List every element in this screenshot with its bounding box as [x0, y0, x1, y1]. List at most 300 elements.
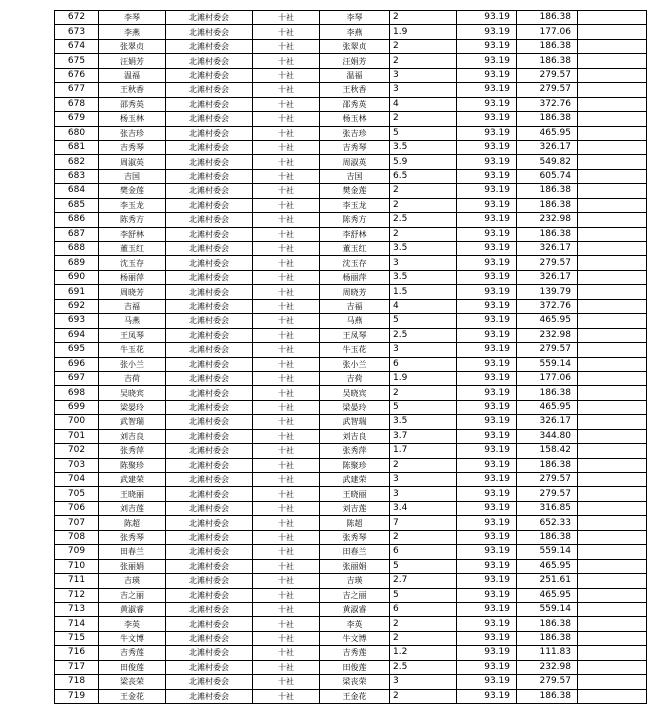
area-cell: 2 [390, 11, 457, 25]
amount-cell: 605.74 [517, 169, 578, 183]
table-row [55, 415, 647, 429]
table-row [55, 285, 647, 299]
group-cell: 十社 [253, 617, 320, 631]
remark-cell [578, 574, 647, 588]
village-committee-cell: 北滩村委会 [166, 270, 253, 284]
row-number-cell: 714 [55, 617, 99, 631]
payee-name-cell: 王晓丽 [320, 487, 390, 501]
remark-cell [578, 487, 647, 501]
payee-name-cell: 陈聚珍 [320, 458, 390, 472]
amount-cell: 279.57 [517, 487, 578, 501]
village-committee-cell: 北滩村委会 [166, 646, 253, 660]
remark-cell [578, 54, 647, 68]
group-cell: 十社 [253, 675, 320, 689]
name-cell: 马燕 [99, 314, 166, 328]
name-cell: 杨玉林 [99, 112, 166, 126]
unit-price-cell: 93.19 [457, 227, 517, 241]
amount-cell: 111.83 [517, 646, 578, 660]
table-row [55, 689, 647, 703]
name-cell: 王凤琴 [99, 328, 166, 342]
village-committee-cell: 北滩村委会 [166, 155, 253, 169]
amount-cell: 251.61 [517, 574, 578, 588]
group-cell: 十社 [253, 429, 320, 443]
unit-price-cell: 93.19 [457, 343, 517, 357]
group-cell: 十社 [253, 689, 320, 703]
remark-cell [578, 371, 647, 385]
name-cell: 董玉红 [99, 242, 166, 256]
payee-name-cell: 刘吉莲 [320, 501, 390, 515]
name-cell: 张小兰 [99, 357, 166, 371]
row-number-cell: 700 [55, 415, 99, 429]
area-cell: 2 [390, 386, 457, 400]
area-cell: 3 [390, 675, 457, 689]
amount-cell: 177.06 [517, 371, 578, 385]
unit-price-cell: 93.19 [457, 371, 517, 385]
village-committee-cell: 北滩村委会 [166, 357, 253, 371]
village-committee-cell: 北滩村委会 [166, 415, 253, 429]
table-row [55, 343, 647, 357]
area-cell: 2 [390, 198, 457, 212]
row-number-cell: 680 [55, 126, 99, 140]
remark-cell [578, 689, 647, 703]
payee-name-cell: 王金花 [320, 689, 390, 703]
row-number-cell: 709 [55, 545, 99, 559]
remark-cell [578, 97, 647, 111]
group-cell: 十社 [253, 242, 320, 256]
unit-price-cell: 93.19 [457, 39, 517, 53]
amount-cell: 186.38 [517, 458, 578, 472]
row-number-cell: 688 [55, 242, 99, 256]
area-cell: 3 [390, 343, 457, 357]
remark-cell [578, 530, 647, 544]
village-committee-cell: 北滩村委会 [166, 97, 253, 111]
remark-cell [578, 545, 647, 559]
unit-price-cell: 93.19 [457, 689, 517, 703]
unit-price-cell: 93.19 [457, 11, 517, 25]
remark-cell [578, 675, 647, 689]
remark-cell [578, 444, 647, 458]
name-cell: 吉瑛 [99, 574, 166, 588]
group-cell: 十社 [253, 501, 320, 515]
village-committee-cell: 北滩村委会 [166, 25, 253, 39]
remark-cell [578, 112, 647, 126]
name-cell: 李英 [99, 617, 166, 631]
area-cell: 2 [390, 39, 457, 53]
remark-cell [578, 155, 647, 169]
remark-cell [578, 227, 647, 241]
row-number-cell: 698 [55, 386, 99, 400]
name-cell: 沈玉存 [99, 256, 166, 270]
village-committee-cell: 北滩村委会 [166, 588, 253, 602]
village-committee-cell: 北滩村委会 [166, 242, 253, 256]
group-cell: 十社 [253, 386, 320, 400]
table-row [55, 530, 647, 544]
name-cell: 陈超 [99, 516, 166, 530]
name-cell: 吉之丽 [99, 588, 166, 602]
name-cell: 陈秀方 [99, 213, 166, 227]
group-cell: 十社 [253, 444, 320, 458]
unit-price-cell: 93.19 [457, 530, 517, 544]
area-cell: 6 [390, 602, 457, 616]
row-number-cell: 706 [55, 501, 99, 515]
row-number-cell: 708 [55, 530, 99, 544]
payee-name-cell: 张吉珍 [320, 126, 390, 140]
remark-cell [578, 559, 647, 573]
area-cell: 1.9 [390, 25, 457, 39]
table-row [55, 516, 647, 530]
amount-cell: 372.76 [517, 299, 578, 313]
row-number-cell: 683 [55, 169, 99, 183]
name-cell: 吉国 [99, 169, 166, 183]
name-cell: 梁丧荣 [99, 675, 166, 689]
payee-name-cell: 吉之丽 [320, 588, 390, 602]
remark-cell [578, 588, 647, 602]
row-number-cell: 682 [55, 155, 99, 169]
unit-price-cell: 93.19 [457, 126, 517, 140]
group-cell: 十社 [253, 559, 320, 573]
unit-price-cell: 93.19 [457, 68, 517, 82]
remark-cell [578, 213, 647, 227]
group-cell: 十社 [253, 299, 320, 313]
row-number-cell: 687 [55, 227, 99, 241]
payee-name-cell: 田春兰 [320, 545, 390, 559]
village-committee-cell: 北滩村委会 [166, 444, 253, 458]
row-number-cell: 685 [55, 198, 99, 212]
table-body [55, 11, 647, 704]
payee-name-cell: 陈超 [320, 516, 390, 530]
area-cell: 2 [390, 617, 457, 631]
table-row [55, 198, 647, 212]
unit-price-cell: 93.19 [457, 559, 517, 573]
table-row [55, 270, 647, 284]
group-cell: 十社 [253, 371, 320, 385]
row-number-cell: 678 [55, 97, 99, 111]
table-row [55, 487, 647, 501]
village-committee-cell: 北滩村委会 [166, 530, 253, 544]
payee-name-cell: 邵秀英 [320, 97, 390, 111]
area-cell: 2 [390, 631, 457, 645]
amount-cell: 186.38 [517, 617, 578, 631]
village-committee-cell: 北滩村委会 [166, 429, 253, 443]
name-cell: 张丽娟 [99, 559, 166, 573]
area-cell: 2 [390, 112, 457, 126]
row-number-cell: 703 [55, 458, 99, 472]
area-cell: 3 [390, 256, 457, 270]
village-committee-cell: 北滩村委会 [166, 140, 253, 154]
amount-cell: 186.38 [517, 530, 578, 544]
remark-cell [578, 415, 647, 429]
village-committee-cell: 北滩村委会 [166, 314, 253, 328]
name-cell: 陈聚珍 [99, 458, 166, 472]
table-row [55, 646, 647, 660]
group-cell: 十社 [253, 631, 320, 645]
payee-name-cell: 李舒林 [320, 227, 390, 241]
group-cell: 十社 [253, 588, 320, 602]
area-cell: 2.5 [390, 213, 457, 227]
payee-name-cell: 李燕 [320, 25, 390, 39]
name-cell: 李燕 [99, 25, 166, 39]
table-row [55, 371, 647, 385]
area-cell: 2 [390, 184, 457, 198]
table-row [55, 473, 647, 487]
name-cell: 王金花 [99, 689, 166, 703]
payee-name-cell: 梁丧荣 [320, 675, 390, 689]
area-cell: 2 [390, 689, 457, 703]
group-cell: 十社 [253, 155, 320, 169]
name-cell: 田春兰 [99, 545, 166, 559]
village-committee-cell: 北滩村委会 [166, 343, 253, 357]
row-number-cell: 718 [55, 675, 99, 689]
payee-name-cell: 李玉龙 [320, 198, 390, 212]
village-committee-cell: 北滩村委会 [166, 386, 253, 400]
amount-cell: 549.82 [517, 155, 578, 169]
unit-price-cell: 93.19 [457, 444, 517, 458]
payee-name-cell: 吉荷 [320, 371, 390, 385]
unit-price-cell: 93.19 [457, 169, 517, 183]
group-cell: 十社 [253, 54, 320, 68]
table-row [55, 68, 647, 82]
table-row [55, 126, 647, 140]
group-cell: 十社 [253, 516, 320, 530]
remark-cell [578, 39, 647, 53]
amount-cell: 186.38 [517, 39, 578, 53]
payee-name-cell: 温福 [320, 68, 390, 82]
name-cell: 汪娟芳 [99, 54, 166, 68]
row-number-cell: 674 [55, 39, 99, 53]
area-cell: 1.2 [390, 646, 457, 660]
remark-cell [578, 11, 647, 25]
row-number-cell: 717 [55, 660, 99, 674]
group-cell: 十社 [253, 256, 320, 270]
remark-cell [578, 299, 647, 313]
remark-cell [578, 631, 647, 645]
group-cell: 十社 [253, 270, 320, 284]
village-committee-cell: 北滩村委会 [166, 675, 253, 689]
group-cell: 十社 [253, 646, 320, 660]
table-row [55, 54, 647, 68]
unit-price-cell: 93.19 [457, 415, 517, 429]
row-number-cell: 675 [55, 54, 99, 68]
village-committee-cell: 北滩村委会 [166, 83, 253, 97]
payee-name-cell: 董玉红 [320, 242, 390, 256]
village-committee-cell: 北滩村委会 [166, 11, 253, 25]
group-cell: 十社 [253, 11, 320, 25]
name-cell: 李玉龙 [99, 198, 166, 212]
amount-cell: 177.06 [517, 25, 578, 39]
area-cell: 5 [390, 588, 457, 602]
unit-price-cell: 93.19 [457, 501, 517, 515]
amount-cell: 232.98 [517, 660, 578, 674]
amount-cell: 232.98 [517, 328, 578, 342]
row-number-cell: 702 [55, 444, 99, 458]
amount-cell: 186.38 [517, 689, 578, 703]
remark-cell [578, 140, 647, 154]
row-number-cell: 686 [55, 213, 99, 227]
row-number-cell: 704 [55, 473, 99, 487]
payee-name-cell: 吉国 [320, 169, 390, 183]
name-cell: 吉荷 [99, 371, 166, 385]
unit-price-cell: 93.19 [457, 54, 517, 68]
area-cell: 3 [390, 68, 457, 82]
village-committee-cell: 北滩村委会 [166, 602, 253, 616]
row-number-cell: 716 [55, 646, 99, 660]
area-cell: 2 [390, 227, 457, 241]
unit-price-cell: 93.19 [457, 545, 517, 559]
unit-price-cell: 93.19 [457, 386, 517, 400]
payee-name-cell: 武智瑞 [320, 415, 390, 429]
village-committee-cell: 北滩村委会 [166, 169, 253, 183]
group-cell: 十社 [253, 126, 320, 140]
remark-cell [578, 602, 647, 616]
group-cell: 十社 [253, 357, 320, 371]
village-committee-cell: 北滩村委会 [166, 198, 253, 212]
amount-cell: 186.38 [517, 112, 578, 126]
village-committee-cell: 北滩村委会 [166, 487, 253, 501]
group-cell: 十社 [253, 473, 320, 487]
group-cell: 十社 [253, 285, 320, 299]
table-row [55, 357, 647, 371]
unit-price-cell: 93.19 [457, 198, 517, 212]
row-number-cell: 699 [55, 400, 99, 414]
row-number-cell: 692 [55, 299, 99, 313]
group-cell: 十社 [253, 545, 320, 559]
area-cell: 6 [390, 357, 457, 371]
village-committee-cell: 北滩村委会 [166, 39, 253, 53]
table-row [55, 169, 647, 183]
row-number-cell: 695 [55, 343, 99, 357]
payee-name-cell: 张翠贞 [320, 39, 390, 53]
area-cell: 6 [390, 545, 457, 559]
amount-cell: 186.38 [517, 198, 578, 212]
village-committee-cell: 北滩村委会 [166, 516, 253, 530]
area-cell: 3 [390, 487, 457, 501]
area-cell: 2 [390, 458, 457, 472]
payee-name-cell: 杨玉林 [320, 112, 390, 126]
table-row [55, 458, 647, 472]
amount-cell: 186.38 [517, 227, 578, 241]
remark-cell [578, 83, 647, 97]
group-cell: 十社 [253, 140, 320, 154]
amount-cell: 326.17 [517, 140, 578, 154]
name-cell: 温福 [99, 68, 166, 82]
row-number-cell: 673 [55, 25, 99, 39]
unit-price-cell: 93.19 [457, 458, 517, 472]
group-cell: 十社 [253, 660, 320, 674]
group-cell: 十社 [253, 530, 320, 544]
row-number-cell: 711 [55, 574, 99, 588]
name-cell: 李舒林 [99, 227, 166, 241]
area-cell: 5 [390, 400, 457, 414]
table-row [55, 213, 647, 227]
group-cell: 十社 [253, 68, 320, 82]
amount-cell: 652.33 [517, 516, 578, 530]
amount-cell: 139.79 [517, 285, 578, 299]
name-cell: 张吉珍 [99, 126, 166, 140]
village-committee-cell: 北滩村委会 [166, 631, 253, 645]
remark-cell [578, 285, 647, 299]
name-cell: 王秋香 [99, 83, 166, 97]
name-cell: 张秀萍 [99, 444, 166, 458]
unit-price-cell: 93.19 [457, 631, 517, 645]
row-number-cell: 672 [55, 11, 99, 25]
group-cell: 十社 [253, 97, 320, 111]
village-committee-cell: 北滩村委会 [166, 256, 253, 270]
area-cell: 5.9 [390, 155, 457, 169]
payee-name-cell: 张秀萍 [320, 444, 390, 458]
unit-price-cell: 93.19 [457, 256, 517, 270]
table-row [55, 39, 647, 53]
name-cell: 周晓芳 [99, 285, 166, 299]
row-number-cell: 715 [55, 631, 99, 645]
group-cell: 十社 [253, 112, 320, 126]
amount-cell: 279.57 [517, 675, 578, 689]
remark-cell [578, 357, 647, 371]
table-row [55, 83, 647, 97]
village-committee-cell: 北滩村委会 [166, 574, 253, 588]
area-cell: 2.7 [390, 574, 457, 588]
remark-cell [578, 328, 647, 342]
payee-name-cell: 刘吉良 [320, 429, 390, 443]
table-row [55, 574, 647, 588]
payee-name-cell: 杨丽萍 [320, 270, 390, 284]
group-cell: 十社 [253, 25, 320, 39]
group-cell: 十社 [253, 328, 320, 342]
unit-price-cell: 93.19 [457, 285, 517, 299]
unit-price-cell: 93.19 [457, 184, 517, 198]
area-cell: 2 [390, 54, 457, 68]
village-committee-cell: 北滩村委会 [166, 689, 253, 703]
row-number-cell: 701 [55, 429, 99, 443]
remark-cell [578, 126, 647, 140]
unit-price-cell: 93.19 [457, 400, 517, 414]
amount-cell: 326.17 [517, 415, 578, 429]
table-row [55, 545, 647, 559]
remark-cell [578, 516, 647, 530]
unit-price-cell: 93.19 [457, 473, 517, 487]
area-cell: 5 [390, 126, 457, 140]
payee-name-cell: 马燕 [320, 314, 390, 328]
payee-name-cell: 李英 [320, 617, 390, 631]
area-cell: 2.5 [390, 660, 457, 674]
village-committee-cell: 北滩村委会 [166, 328, 253, 342]
unit-price-cell: 93.19 [457, 574, 517, 588]
group-cell: 十社 [253, 574, 320, 588]
area-cell: 1.7 [390, 444, 457, 458]
row-number-cell: 696 [55, 357, 99, 371]
row-number-cell: 694 [55, 328, 99, 342]
group-cell: 十社 [253, 415, 320, 429]
payee-name-cell: 梁晏玲 [320, 400, 390, 414]
table-row [55, 155, 647, 169]
village-committee-cell: 北滩村委会 [166, 126, 253, 140]
amount-cell: 344.80 [517, 429, 578, 443]
name-cell: 杨丽萍 [99, 270, 166, 284]
group-cell: 十社 [253, 169, 320, 183]
table-row [55, 112, 647, 126]
payee-name-cell: 武建荣 [320, 473, 390, 487]
unit-price-cell: 93.19 [457, 588, 517, 602]
payee-name-cell: 汪娟芳 [320, 54, 390, 68]
unit-price-cell: 93.19 [457, 270, 517, 284]
name-cell: 刘吉良 [99, 429, 166, 443]
name-cell: 牛文博 [99, 631, 166, 645]
unit-price-cell: 93.19 [457, 516, 517, 530]
amount-cell: 279.57 [517, 343, 578, 357]
table-row [55, 256, 647, 270]
area-cell: 3.5 [390, 242, 457, 256]
table-row [55, 429, 647, 443]
area-cell: 2.5 [390, 328, 457, 342]
